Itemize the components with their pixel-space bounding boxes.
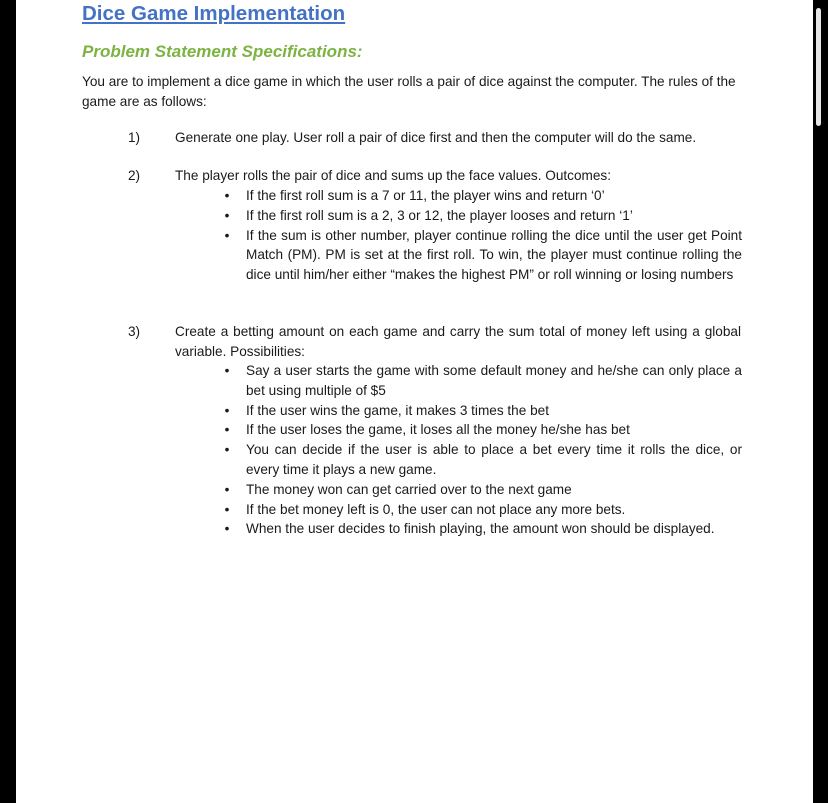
list-item: • The money won can get carried over to the next game <box>222 480 742 500</box>
list-item: • If the bet money left is 0, the user can not place any more bets. <box>222 500 742 520</box>
item-3-bullet-list <box>222 361 742 539</box>
document-title: Dice Game Implementation <box>82 2 346 25</box>
bullet-icon: • <box>224 363 230 378</box>
bullet-icon: • <box>224 188 230 203</box>
bullet-icon: • <box>224 481 230 497</box>
bullet-icon: • <box>224 402 230 418</box>
bullet-icon: • <box>224 442 230 458</box>
item-number-3: 3) <box>128 324 141 339</box>
list-item: • You can decide if the user is able to place a bet every time it rolls the dice, or every time it plays a new game. <box>222 440 742 480</box>
bullet-icon: • <box>224 207 230 223</box>
list-item: • If the user wins the game, it makes 3 times the bet <box>222 401 742 421</box>
section-heading: Problem Statement Specifications: <box>82 42 363 61</box>
item-text-1: Generate one play. User roll a pair of dice first and then the computer will do the same. <box>175 130 697 145</box>
list-item: • If the first roll sum is a 7 or 11, the player wins and return ‘0’ <box>222 186 742 206</box>
list-item: • If the user loses the game, it loses all the money he/she has bet <box>222 420 742 440</box>
scrollbar-thumb[interactable] <box>816 8 821 126</box>
list-item: • When the user decides to finish playing, the amount won should be displayed. <box>222 519 742 539</box>
item-number-1: 1) <box>128 130 141 145</box>
item-text-2: The player rolls the pair of dice and sums up the face values. Outcomes: <box>175 168 611 183</box>
item-text-3: Create a betting amount on each game and carry the sum total of money left using a global variable. Possibilities: <box>175 324 741 359</box>
bullet-icon: • <box>224 521 230 537</box>
list-item: • If the first roll sum is a 2, 3 or 12, the player looses and return ‘1’ <box>222 206 742 226</box>
list-item: • Say a user starts the game with some default money and he/she can only place a bet using multiple of $5 <box>222 361 742 401</box>
bullet-icon: • <box>224 501 230 517</box>
document-page <box>16 0 813 803</box>
bullet-icon: • <box>224 422 230 438</box>
bullet-icon: • <box>224 227 230 243</box>
intro-paragraph: You are to implement a dice game in which the user rolls a pair of dice against the computer. The rules of the game are as follows: <box>82 74 736 109</box>
item-2-bullet-list <box>222 186 742 285</box>
item-number-2: 2) <box>128 168 141 183</box>
list-item: • If the sum is other number, player continue rolling the dice until the user get Point Match (PM). PM is set at the first roll. To win, the player must continue rolling the dice until him/her either “makes the highest PM” or roll winning or losing numbers <box>222 226 742 285</box>
